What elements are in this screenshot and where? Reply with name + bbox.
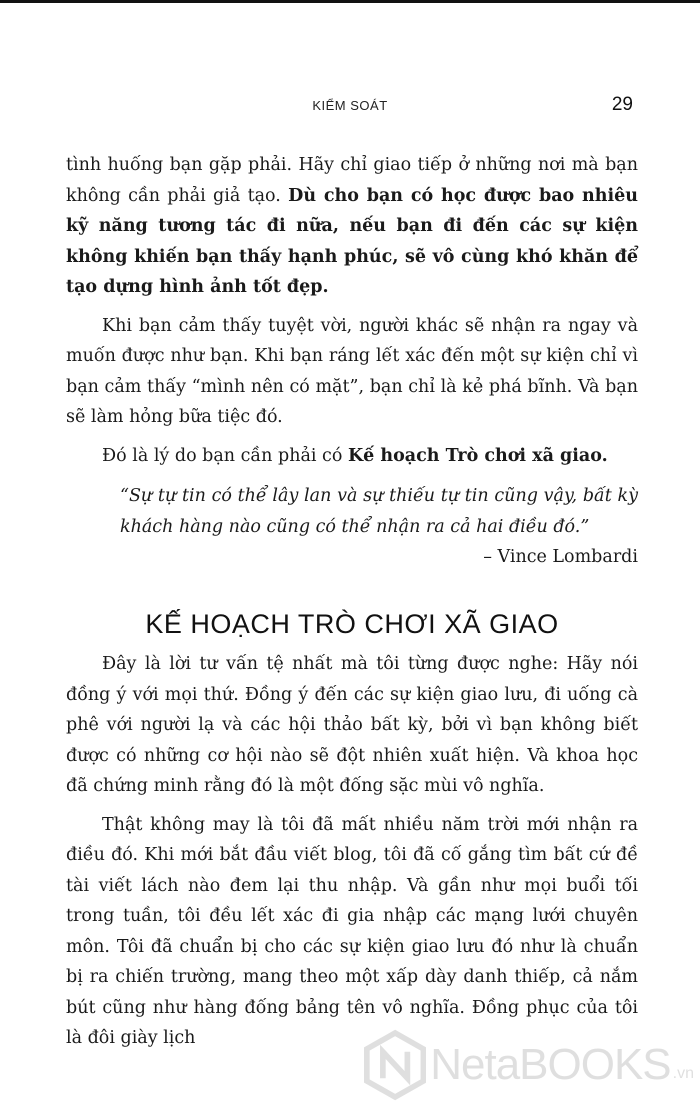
watermark-suffix: .vn [672,1065,694,1082]
block-quote [120,481,638,573]
watermark [364,1020,694,1110]
paragraph-1 [66,150,638,303]
watermark-logo-icon [364,1029,426,1101]
running-head: KIỂM SOÁT [312,98,388,113]
watermark-text: NetaBOOKS [430,1040,671,1089]
paragraph-5: Thật không may là tôi đã mất nhiều năm trời mới nhận ra điều đó. Khi mới bắt đầu viết blog, tôi đã cố gắng tìm bất cứ đề tài viết lách nào đem lại thu nhập. Và gần như mọi buổi tối trong tuần, tôi đều lết xác đi gia nhập các mạng lưới chuyên môn. Tôi đã chuẩn bị cho các sự kiện giao lưu đó như là chuẩn bị ra chiến trường, mang theo một xấp dày danh thiếp, cả nắm bút cũng như hàng đống bảng tên vô nghĩa. Đồng phục của tôi là đôi giày lịch [66,814,638,1048]
paragraph-2: Khi bạn cảm thấy tuyệt vời, người khác sẽ nhận ra ngay và muốn được như bạn. Khi bạn ráng lết xác đến một sự kiện chỉ vì bạn cảm thấy “mình nên có mặt”, bạn chỉ là kẻ phá bĩnh. Và bạn sẽ làm hỏng bữa tiệc đó. [66,315,638,427]
quote-text: “Sự tự tin có thể lây lan và sự thiếu tự tin cũng vậy, bất kỳ khách hàng nào cũng có thể nhận ra cả hai điều đó.” [120,486,638,537]
paragraph-1-text: tình huống bạn gặp phải. Hãy chỉ giao tiếp ở những nơi mà bạn không cần phải giả tạo. [66,155,638,206]
paragraph-3 [66,441,638,472]
paragraph-1-bold-text: Dù cho bạn có học được bao nhiêu kỹ năng tương tác đi nữa, nếu bạn đi đến các sự kiện không khiến bạn thấy hạnh phúc, sẽ vô cùng khó khăn để tạo dựng hình ảnh tốt đẹp. [66,185,638,297]
section-title: KẾ HOẠCH TRÒ CHƠI XÃ GIAO [145,608,559,639]
page-body [66,150,638,1054]
top-border [0,0,700,3]
paragraph-3-text: Đó là lý do bạn cần phải có [102,445,348,466]
quote-author: – Vince Lombardi [483,547,638,567]
paragraph-4: Đây là lời tư vấn tệ nhất mà tôi từng được nghe: Hãy nói đồng ý với mọi thứ. Đồng ý đến các sự kiện giao lưu, đi uống cà phê với người lạ và các hội thảo bất kỳ, bởi vì bạn không biết được có những cơ hội nào sẽ đột nhiên xuất hiện. Và khoa học đã chứng minh rằng đó là một đống sặc mùi vô nghĩa. [66,654,638,796]
paragraph-3-bold-text: Kế hoạch Trò chơi xã giao. [347,445,608,466]
page-number: 29 [611,94,633,115]
